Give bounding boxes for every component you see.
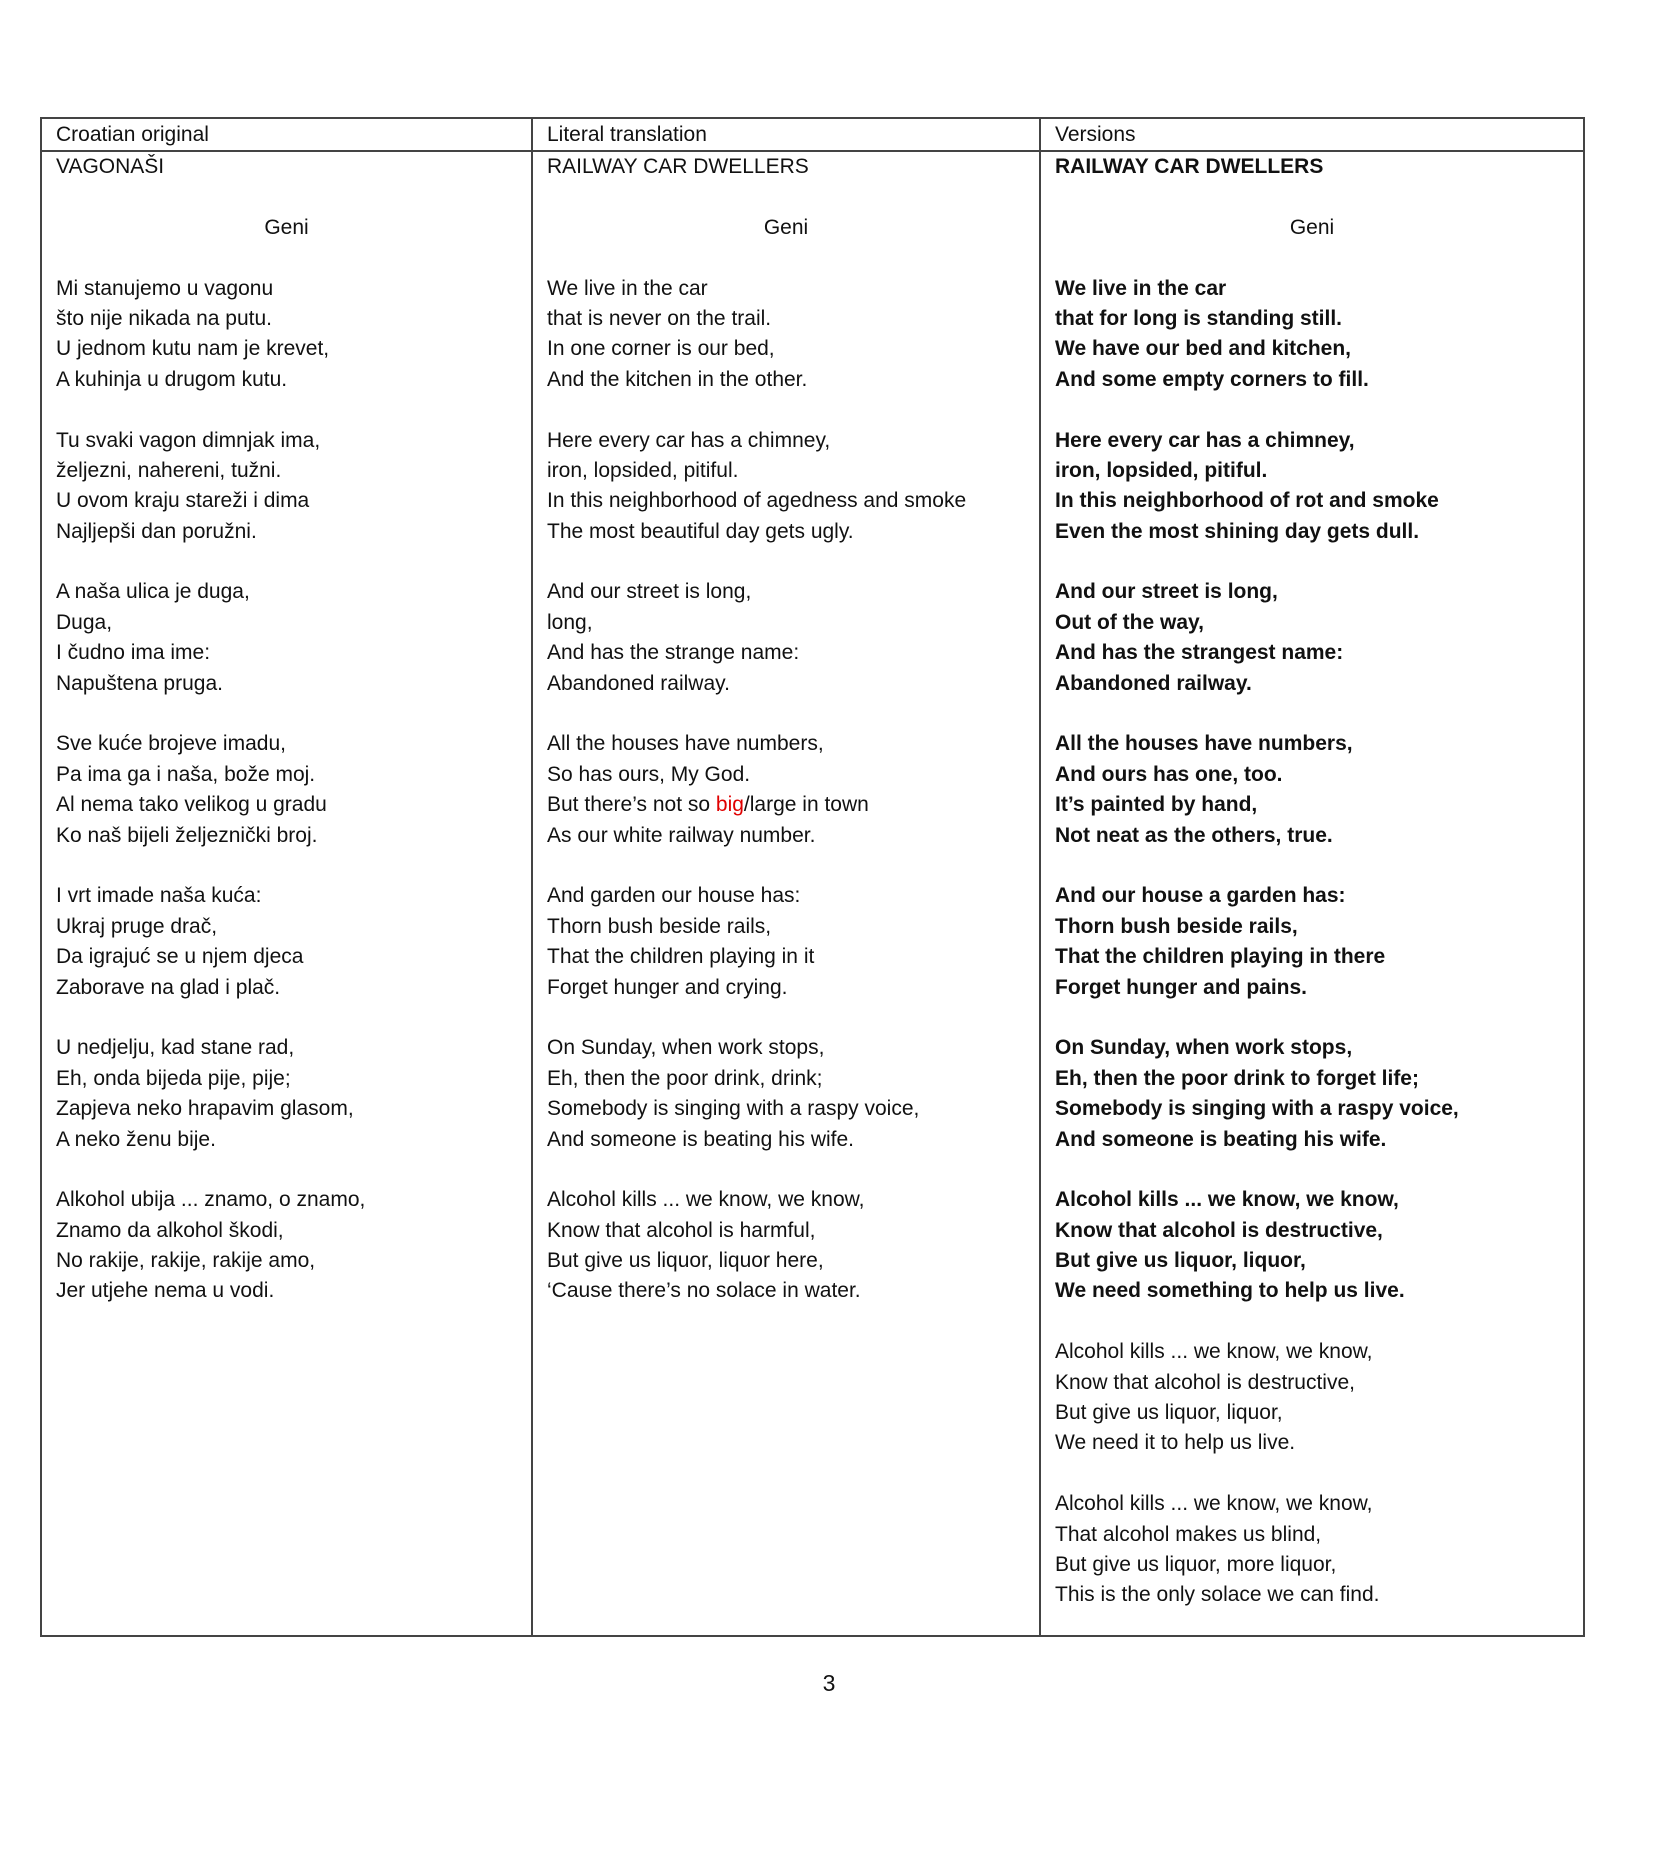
poem-line: And ours has one, too. <box>1055 762 1283 786</box>
poem-line: long, <box>547 610 593 634</box>
poem-line: But give us liquor, more liquor, <box>1055 1552 1337 1576</box>
stanza <box>547 881 1039 1033</box>
poem-line: Not neat as the others, true. <box>1055 823 1333 847</box>
poem-line: We need something to help us live. <box>1055 1279 1405 1303</box>
poem-line: Out of the way, <box>1055 610 1204 634</box>
poem-line: Sve kuće brojeve imadu, <box>56 732 286 756</box>
poem-line: U jednom kutu nam je krevet, <box>56 337 330 361</box>
poem-line: It’s painted by hand, <box>1055 793 1258 817</box>
poem-line: This is the only solace we can find. <box>1055 1583 1380 1607</box>
poem-line: And someone is beating his wife. <box>1055 1127 1387 1151</box>
poem-line: All the houses have numbers, <box>547 732 824 756</box>
poem-line: Pa ima ga i naša, bože moj. <box>56 762 316 786</box>
poem-line: And has the strangest name: <box>1055 641 1344 665</box>
blank-line <box>547 243 1039 273</box>
column-body <box>1041 152 1583 1641</box>
poem-line: Alcohol kills ... we know, we know, <box>547 1188 865 1212</box>
poem-line: Abandoned railway. <box>547 671 730 695</box>
stanza <box>1055 881 1583 1033</box>
poem-line: Thorn bush beside rails, <box>547 914 772 938</box>
poem-line: Alcohol kills ... we know, we know, <box>1055 1492 1373 1516</box>
poem-line: Eh, onda bijeda pije, pije; <box>56 1066 291 1090</box>
poem-line: A naša ulica je duga, <box>56 580 250 604</box>
blank-line <box>56 851 531 881</box>
poem-line: Know that alcohol is harmful, <box>547 1218 816 1242</box>
poem-line: Duga, <box>56 610 113 634</box>
poem-line: Thorn bush beside rails, <box>1055 914 1298 938</box>
blank-line <box>547 1307 1039 1337</box>
column-versions <box>1039 119 1583 1635</box>
stanza <box>1055 577 1583 729</box>
blank-line <box>1055 1459 1583 1489</box>
stanza <box>56 881 531 1033</box>
blank-line <box>1055 1307 1583 1337</box>
poem-title: RAILWAY CAR DWELLERS <box>547 155 809 178</box>
line-segment: But there’s not so <box>547 793 716 817</box>
blank-line <box>56 547 531 577</box>
poem-line: But give us liquor, liquor here, <box>547 1249 824 1273</box>
blank-line <box>547 182 1039 212</box>
poem-line: We live in the car <box>1055 276 1227 300</box>
blank-line <box>1055 547 1583 577</box>
poem-line: As our white railway number. <box>547 823 816 847</box>
stanza <box>547 1033 1039 1185</box>
poem-line: On Sunday, when work stops, <box>547 1036 825 1060</box>
stanza <box>1055 1489 1583 1641</box>
blank-line <box>1055 1155 1583 1185</box>
poem-line: Zaborave na glad i plač. <box>56 975 281 999</box>
poem-line: Abandoned railway. <box>1055 671 1252 695</box>
column-body <box>533 152 1039 1337</box>
poem-line: A neko ženu bije. <box>56 1127 216 1151</box>
poem-line: Ko naš bijeli željeznički broj. <box>56 823 318 847</box>
blank-line <box>1055 1611 1583 1641</box>
blank-line <box>547 547 1039 577</box>
blank-line <box>547 395 1039 425</box>
highlighted-word: big <box>715 793 744 817</box>
poem-line: So has ours, My God. <box>547 762 751 786</box>
poem-line: Eh, then the poor drink to forget life; <box>1055 1066 1419 1090</box>
poem-line: Najljepši dan poružni. <box>56 519 257 543</box>
poem-line: Da igrajuć se u njem djeca <box>56 945 304 969</box>
poem-line: Napuštena pruga. <box>56 671 223 695</box>
poem-line: Alcohol kills ... we know, we know, <box>1055 1340 1373 1364</box>
poem-line: Know that alcohol is destructive, <box>1055 1218 1383 1242</box>
stanza <box>56 729 531 881</box>
poem-line: Somebody is singing with a raspy voice, <box>1055 1097 1459 1121</box>
poem-line: što nije nikada na putu. <box>56 306 272 330</box>
stanza <box>56 1185 531 1337</box>
poem-line: Alcohol kills ... we know, we know, <box>1055 1188 1399 1212</box>
poem-line: Even the most shining day gets dull. <box>1055 519 1420 543</box>
poem-line: Ukraj pruge drač, <box>56 914 218 938</box>
poem-line: All the houses have numbers, <box>1055 732 1353 756</box>
blank-line <box>547 1155 1039 1185</box>
poem-line: Mi stanujemo u vagonu <box>56 276 274 300</box>
poem-line: Somebody is singing with a raspy voice, <box>547 1097 920 1121</box>
poem-line: That the children playing in it <box>547 945 815 969</box>
poem-line: Znamo da alkohol škodi, <box>56 1218 284 1242</box>
poem-line: Tu svaki vagon dimnjak ima, <box>56 428 321 452</box>
blank-line <box>1055 243 1583 273</box>
poem-line: In this neighborhood of rot and smoke <box>1055 489 1439 513</box>
blank-line <box>1055 851 1583 881</box>
poem-line: That the children playing in there <box>1055 945 1386 969</box>
blank-line <box>56 1003 531 1033</box>
blank-line <box>1055 395 1583 425</box>
page-number: 3 <box>822 1670 836 1696</box>
stanza <box>1055 274 1583 426</box>
poem-line: On Sunday, when work stops, <box>1055 1036 1353 1060</box>
poem-line: željezni, nahereni, tužni. <box>56 458 282 482</box>
stanza <box>547 729 1039 881</box>
poem-line: Know that alcohol is destructive, <box>1055 1370 1355 1394</box>
column-body <box>42 152 531 1337</box>
column-header: Literal translation <box>533 119 1039 152</box>
poem-line: Here every car has a chimney, <box>1055 428 1355 452</box>
blank-line <box>547 699 1039 729</box>
poem-line: ‘Cause there’s no solace in water. <box>547 1279 861 1303</box>
stanza <box>547 577 1039 729</box>
stanza <box>56 426 531 578</box>
poem-author: Geni <box>763 215 809 239</box>
poem-line: But give us liquor, liquor, <box>1055 1249 1306 1273</box>
stanza <box>547 426 1039 578</box>
poem-author: Geni <box>264 215 309 239</box>
poem-line: Jer utjehe nema u vodi. <box>56 1279 275 1303</box>
poem-line: that is never on the trail. <box>547 306 772 330</box>
blank-line <box>56 395 531 425</box>
poem-line: We need it to help us live. <box>1055 1431 1296 1455</box>
poem-line: A kuhinja u drugom kutu. <box>56 367 288 391</box>
poem-line: And our house a garden has: <box>1055 884 1346 908</box>
poem-line: The most beautiful day gets ugly. <box>547 519 854 543</box>
poem-line: Alkohol ubija ... znamo, o znamo, <box>56 1188 366 1212</box>
poem-line: And some empty corners to fill. <box>1055 367 1369 391</box>
poem-line: And someone is beating his wife. <box>547 1127 855 1151</box>
poem-line: We have our bed and kitchen, <box>1055 337 1352 361</box>
blank-line <box>56 699 531 729</box>
poem-line: Forget hunger and pains. <box>1055 975 1308 999</box>
poem-line: Zapjeva neko hrapavim glasom, <box>56 1097 354 1121</box>
stanza <box>56 1033 531 1185</box>
poem-line: Eh, then the poor drink, drink; <box>547 1066 823 1090</box>
blank-line <box>547 851 1039 881</box>
column-header: Versions <box>1041 119 1583 152</box>
poem-line: Here every car has a chimney, <box>547 428 831 452</box>
blank-line <box>1055 699 1583 729</box>
stanza <box>1055 1337 1583 1489</box>
poem-line: Al nema tako velikog u gradu <box>56 793 327 817</box>
poem-line: I vrt imade naša kuća: <box>56 884 262 908</box>
poem-line: In this neighborhood of agedness and smoke <box>547 489 967 513</box>
poem-title: VAGONAŠI <box>56 155 165 178</box>
poem-line: And garden our house has: <box>547 884 801 908</box>
poem-line: U nedjelju, kad stane rad, <box>56 1036 295 1060</box>
poem-line: iron, lopsided, pitiful. <box>547 458 739 482</box>
poem-line <box>547 790 1039 820</box>
line-segment: /large in town <box>743 793 869 817</box>
poem-line: iron, lopsided, pitiful. <box>1055 458 1268 482</box>
poem-line: And the kitchen in the other. <box>547 367 808 391</box>
poem-line: No rakije, rakije, rakije amo, <box>56 1249 316 1273</box>
stanza <box>1055 1185 1583 1337</box>
column-header: Croatian original <box>42 119 531 152</box>
stanza <box>56 577 531 729</box>
poem-line: And our street is long, <box>547 580 752 604</box>
blank-line <box>56 1307 531 1337</box>
stanza <box>1055 729 1583 881</box>
poem-line: That alcohol makes us blind, <box>1055 1522 1322 1546</box>
stanza <box>1055 1033 1583 1185</box>
poem-line: that for long is standing still. <box>1055 306 1342 330</box>
blank-line <box>56 182 531 212</box>
poem-line: U ovom kraju stareži i dima <box>56 489 310 513</box>
poem-line: In one corner is our bed, <box>547 337 775 361</box>
poem-line: But give us liquor, liquor, <box>1055 1401 1283 1425</box>
stanza <box>547 1185 1039 1337</box>
poem-line: And has the strange name: <box>547 641 800 665</box>
stanza <box>1055 426 1583 578</box>
blank-line <box>56 1155 531 1185</box>
poem-line: I čudno ima ime: <box>56 641 211 665</box>
stanza <box>547 274 1039 426</box>
stanza <box>56 274 531 426</box>
blank-line <box>547 1003 1039 1033</box>
blank-line <box>1055 182 1583 212</box>
blank-line <box>1055 1003 1583 1033</box>
column-literal-translation <box>531 119 1039 1635</box>
poem-author: Geni <box>1289 215 1335 239</box>
blank-line <box>56 243 531 273</box>
column-croatian-original <box>42 119 531 1635</box>
poem-line: Forget hunger and crying. <box>547 975 788 999</box>
poem-line: We live in the car <box>547 276 708 300</box>
poem-line: And our street is long, <box>1055 580 1278 604</box>
poem-title: RAILWAY CAR DWELLERS <box>1055 155 1324 178</box>
poem-comparison-table <box>40 117 1585 1637</box>
